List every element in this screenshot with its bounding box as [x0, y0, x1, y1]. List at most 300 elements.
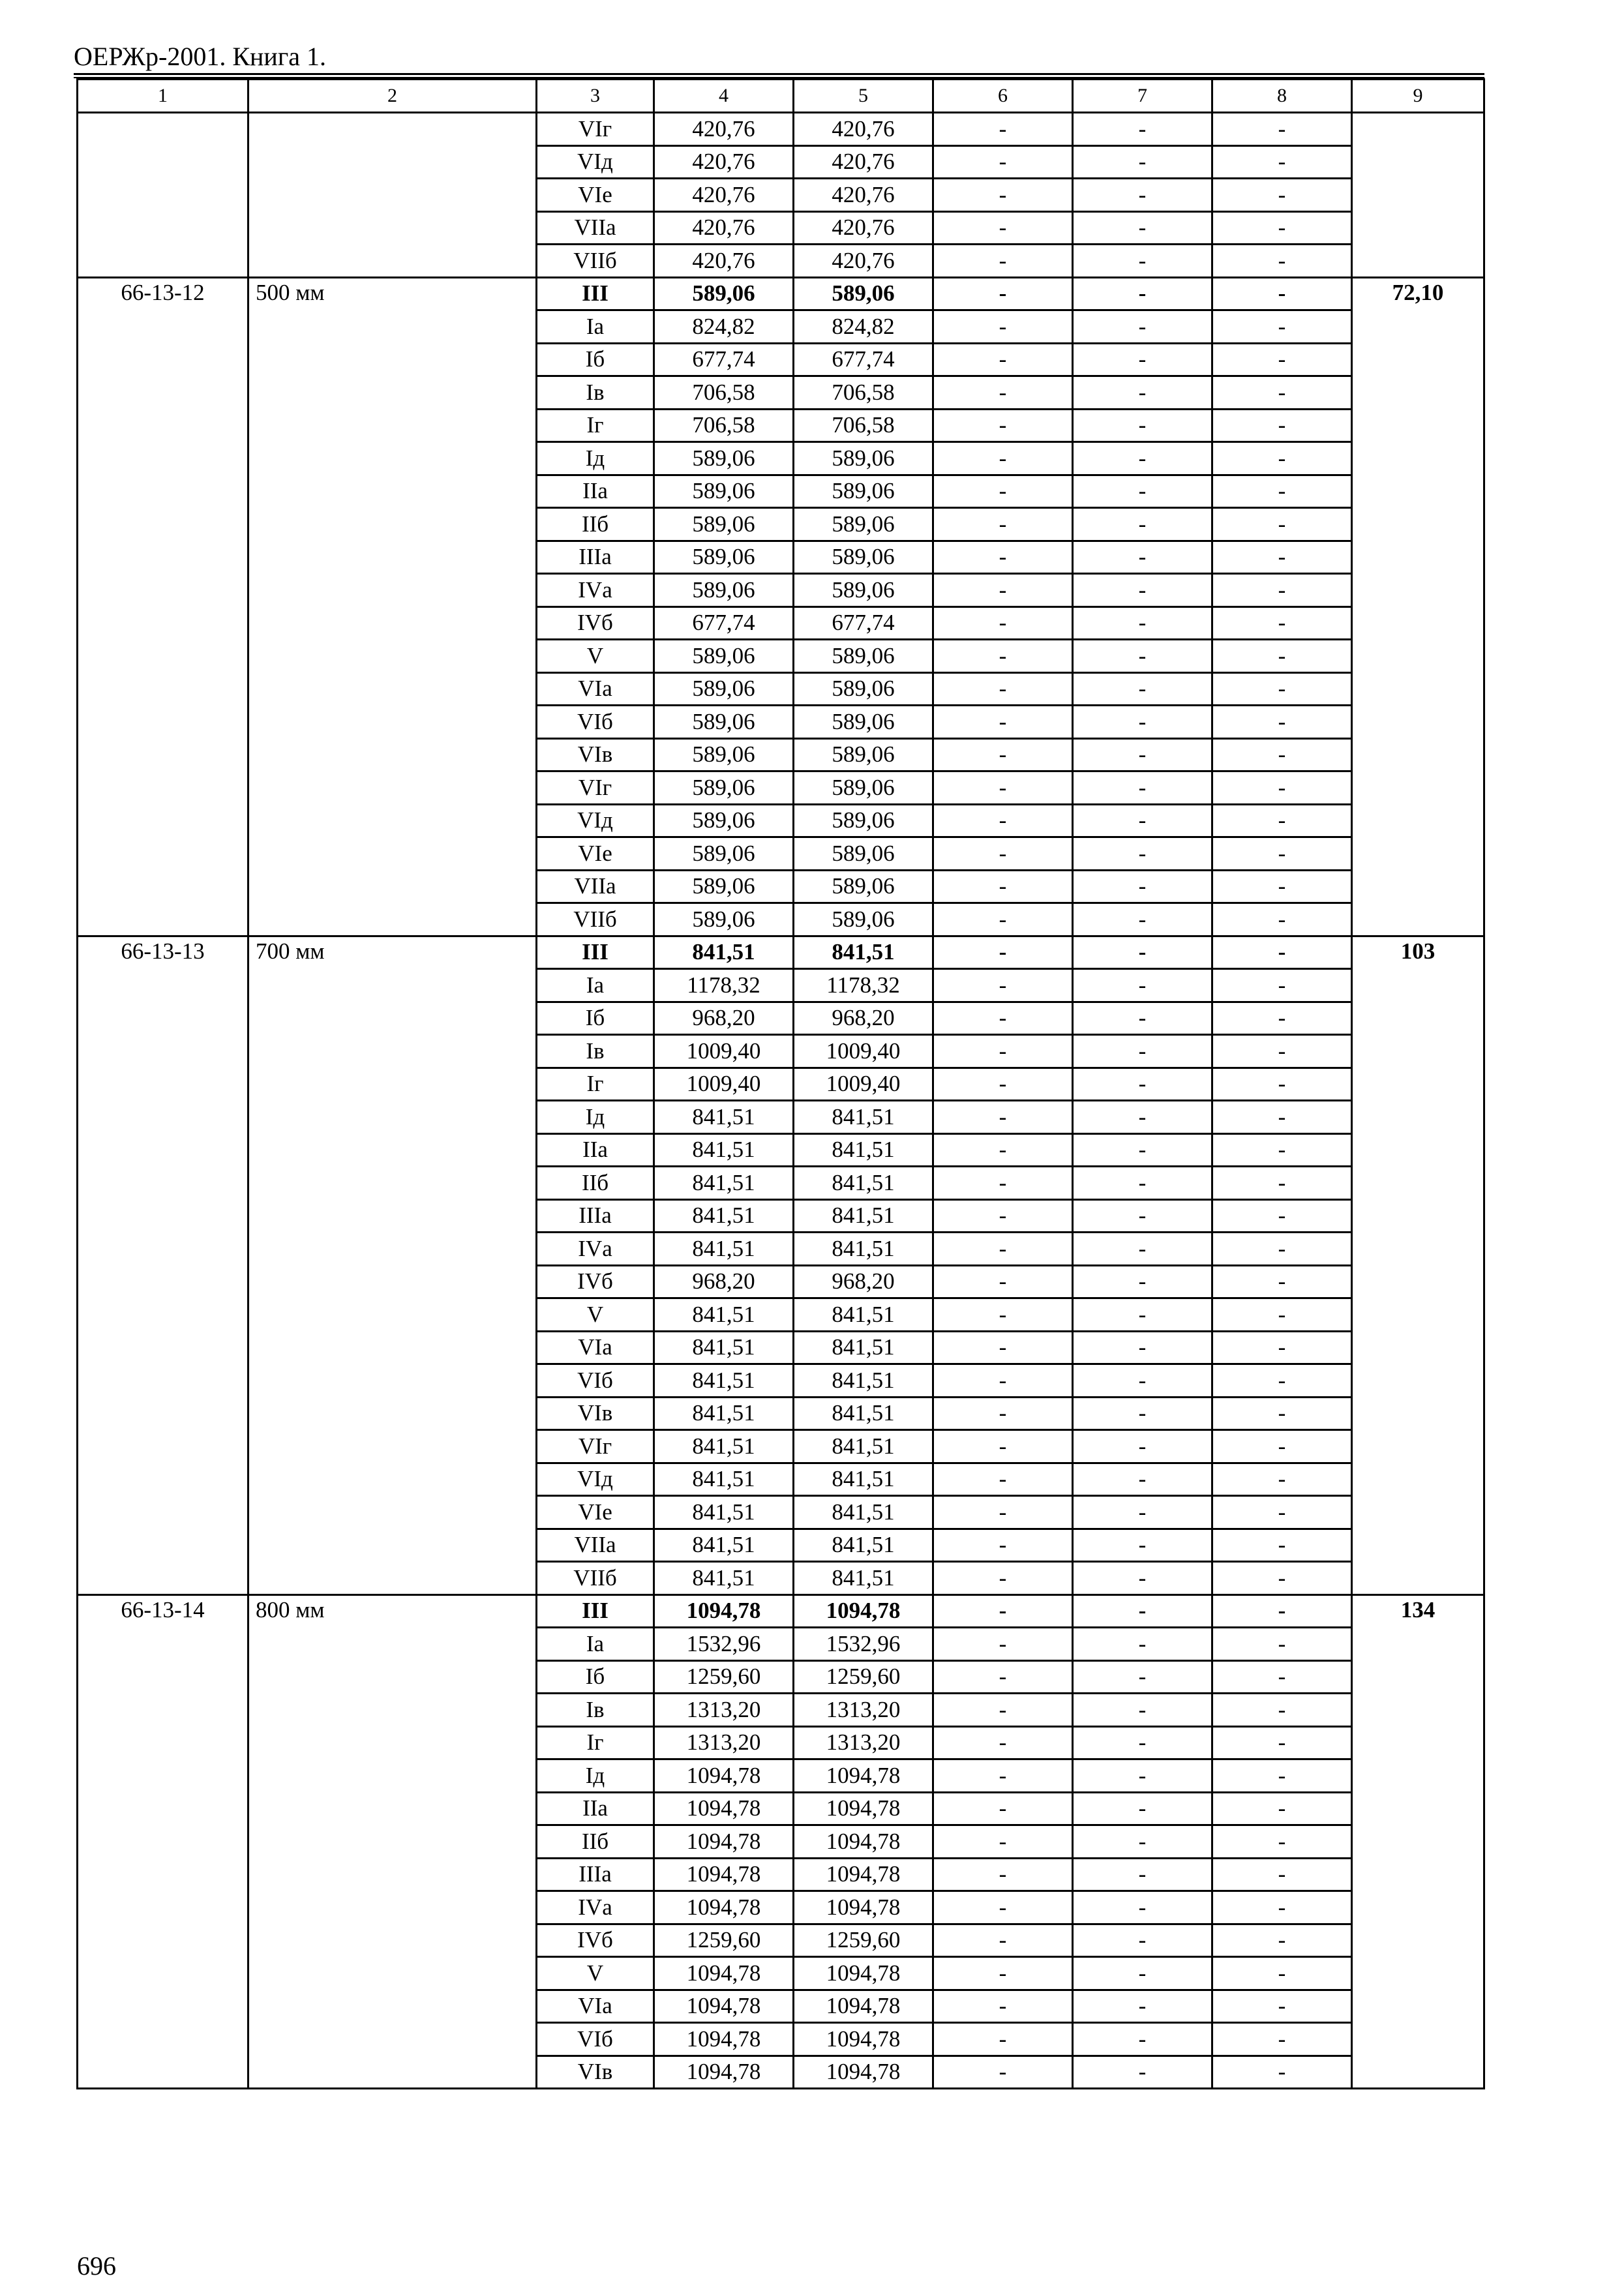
labor-wage-cell: 1094,78: [794, 1825, 933, 1859]
direct-costs-cell: 420,76: [654, 145, 794, 179]
column-number: 8: [1212, 80, 1352, 113]
work-category-cell: VIе: [537, 1496, 654, 1529]
direct-costs-cell: 589,06: [654, 771, 794, 805]
machine-cost-cell: -: [933, 837, 1073, 871]
materials-cell: -: [1212, 1825, 1352, 1859]
labor-wage-cell: 589,06: [794, 738, 933, 771]
direct-costs-cell: 589,06: [654, 672, 794, 706]
work-category-cell: V: [537, 1298, 654, 1332]
materials-cell: -: [1212, 310, 1352, 344]
labor-wage-cell: 1259,60: [794, 1924, 933, 1957]
labor-wage-cell: 420,76: [794, 145, 933, 179]
machine-cost-cell: -: [933, 1529, 1073, 1562]
machinist-wage-cell: -: [1073, 2056, 1212, 2089]
machinist-wage-cell: -: [1073, 1002, 1212, 1035]
work-category-cell: VIг: [537, 113, 654, 146]
machinist-wage-cell: -: [1073, 1167, 1212, 1200]
work-category-cell: VIе: [537, 179, 654, 212]
machinist-wage-cell: -: [1073, 936, 1212, 969]
work-category-cell: Iг: [537, 409, 654, 442]
machinist-wage-cell: -: [1073, 211, 1212, 245]
labor-wage-cell: 589,06: [794, 475, 933, 508]
machinist-wage-cell: -: [1073, 1825, 1212, 1859]
direct-costs-cell: 589,06: [654, 574, 794, 607]
work-category-cell: VIв: [537, 738, 654, 771]
work-category-cell: VIб: [537, 2023, 654, 2056]
code-cell: [78, 113, 248, 278]
table-row: [78, 113, 1484, 146]
machinist-wage-cell: -: [1073, 1298, 1212, 1332]
labor-wage-cell: 968,20: [794, 1002, 933, 1035]
materials-cell: -: [1212, 409, 1352, 442]
column-number: 5: [794, 80, 933, 113]
materials-cell: -: [1212, 837, 1352, 871]
materials-cell: -: [1212, 936, 1352, 969]
machine-cost-cell: -: [933, 1133, 1073, 1167]
direct-costs-cell: 1259,60: [654, 1660, 794, 1694]
direct-costs-cell: 1094,78: [654, 1990, 794, 2023]
labor-wage-cell: 677,74: [794, 606, 933, 640]
machinist-wage-cell: -: [1073, 672, 1212, 706]
labor-wage-cell: 841,51: [794, 1133, 933, 1167]
diameter-cell: 800 мм: [248, 1594, 537, 2089]
direct-costs-cell: 1094,78: [654, 1858, 794, 1891]
direct-costs-cell: 841,51: [654, 1133, 794, 1167]
machinist-wage-cell: -: [1073, 376, 1212, 410]
labor-wage-cell: 589,06: [794, 508, 933, 541]
machinist-wage-cell: -: [1073, 1726, 1212, 1759]
materials-cell: -: [1212, 541, 1352, 574]
materials-cell: -: [1212, 1496, 1352, 1529]
labor-wage-cell: 1532,96: [794, 1628, 933, 1661]
labor-wage-cell: 420,76: [794, 211, 933, 245]
work-category-cell: Iв: [537, 1694, 654, 1727]
materials-cell: -: [1212, 1035, 1352, 1068]
labor-wage-cell: 841,51: [794, 1101, 933, 1134]
machinist-wage-cell: -: [1073, 1430, 1212, 1463]
direct-costs-cell: 706,58: [654, 376, 794, 410]
machine-cost-cell: -: [933, 1726, 1073, 1759]
direct-costs-cell: 1094,78: [654, 2056, 794, 2089]
machinist-wage-cell: -: [1073, 245, 1212, 278]
machinist-wage-cell: -: [1073, 1397, 1212, 1430]
machine-cost-cell: -: [933, 409, 1073, 442]
labor-wage-cell: 1094,78: [794, 1759, 933, 1793]
work-category-cell: Iв: [537, 1035, 654, 1068]
direct-costs-cell: 841,51: [654, 1364, 794, 1398]
machinist-wage-cell: -: [1073, 1891, 1212, 1924]
machine-cost-cell: -: [933, 211, 1073, 245]
materials-cell: -: [1212, 1660, 1352, 1694]
materials-cell: -: [1212, 1628, 1352, 1661]
machinist-wage-cell: -: [1073, 1957, 1212, 1990]
machinist-wage-cell: -: [1073, 706, 1212, 739]
machinist-wage-cell: -: [1073, 541, 1212, 574]
labor-wage-cell: 1094,78: [794, 1858, 933, 1891]
labor-wage-cell: 589,06: [794, 574, 933, 607]
materials-cell: -: [1212, 1298, 1352, 1332]
work-category-cell: Iа: [537, 969, 654, 1002]
work-category-cell: IIа: [537, 475, 654, 508]
machine-cost-cell: -: [933, 1660, 1073, 1694]
work-category-cell: VIб: [537, 1364, 654, 1398]
direct-costs-cell: 841,51: [654, 1101, 794, 1134]
page-number: 696: [77, 2251, 116, 2281]
machinist-wage-cell: -: [1073, 1594, 1212, 1628]
machine-cost-cell: -: [933, 1430, 1073, 1463]
direct-costs-cell: 1009,40: [654, 1035, 794, 1068]
materials-cell: -: [1212, 1957, 1352, 1990]
direct-costs-cell: 1313,20: [654, 1694, 794, 1727]
labor-wage-cell: 841,51: [794, 1199, 933, 1233]
direct-costs-cell: 841,51: [654, 936, 794, 969]
machinist-wage-cell: -: [1073, 409, 1212, 442]
direct-costs-cell: 420,76: [654, 211, 794, 245]
direct-costs-cell: 589,06: [654, 541, 794, 574]
labor-wage-cell: 1094,78: [794, 1957, 933, 1990]
materials-cell: -: [1212, 376, 1352, 410]
labor-wage-cell: 841,51: [794, 936, 933, 969]
direct-costs-cell: 1094,78: [654, 1957, 794, 1990]
machine-cost-cell: -: [933, 1957, 1073, 1990]
machinist-wage-cell: -: [1073, 1101, 1212, 1134]
machine-cost-cell: -: [933, 1002, 1073, 1035]
labor-wage-cell: 1094,78: [794, 1792, 933, 1825]
materials-cell: -: [1212, 1331, 1352, 1364]
machine-cost-cell: -: [933, 1397, 1073, 1430]
materials-cell: -: [1212, 1891, 1352, 1924]
labor-wage-cell: 589,06: [794, 640, 933, 673]
machinist-wage-cell: -: [1073, 837, 1212, 871]
work-category-cell: III: [537, 277, 654, 310]
labor-wage-cell: 841,51: [794, 1167, 933, 1200]
work-category-cell: IVа: [537, 1233, 654, 1266]
labor-wage-cell: 1094,78: [794, 1891, 933, 1924]
materials-cell: -: [1212, 738, 1352, 771]
work-category-cell: IIб: [537, 508, 654, 541]
machinist-wage-cell: -: [1073, 1068, 1212, 1101]
materials-cell: -: [1212, 771, 1352, 805]
work-category-cell: VIIб: [537, 1562, 654, 1595]
code-cell: 66-13-13: [78, 936, 248, 1594]
group-main-row: [78, 277, 1484, 310]
machinist-wage-cell: -: [1073, 574, 1212, 607]
machinist-wage-cell: -: [1073, 738, 1212, 771]
direct-costs-cell: 589,06: [654, 508, 794, 541]
materials-cell: -: [1212, 1397, 1352, 1430]
work-category-cell: VIд: [537, 145, 654, 179]
direct-costs-cell: 589,06: [654, 277, 794, 310]
direct-costs-cell: 841,51: [654, 1397, 794, 1430]
table-body: [78, 113, 1484, 2089]
work-category-cell: III: [537, 1594, 654, 1628]
direct-costs-cell: 420,76: [654, 245, 794, 278]
labor-wage-cell: 1313,20: [794, 1694, 933, 1727]
materials-cell: -: [1212, 179, 1352, 212]
column-number-row: [78, 80, 1484, 113]
machine-cost-cell: -: [933, 1594, 1073, 1628]
total-cell: 103: [1352, 936, 1484, 1594]
labor-wage-cell: 1094,78: [794, 2023, 933, 2056]
labor-wage-cell: 589,06: [794, 870, 933, 903]
materials-cell: -: [1212, 1265, 1352, 1298]
total-cell: 72,10: [1352, 277, 1484, 936]
machine-cost-cell: -: [933, 804, 1073, 837]
machine-cost-cell: -: [933, 606, 1073, 640]
labor-wage-cell: 589,06: [794, 706, 933, 739]
materials-cell: -: [1212, 1430, 1352, 1463]
labor-wage-cell: 841,51: [794, 1364, 933, 1398]
diameter-cell: [248, 113, 537, 278]
machine-cost-cell: -: [933, 442, 1073, 475]
work-category-cell: VIд: [537, 1463, 654, 1496]
total-cell: [1352, 113, 1484, 278]
machine-cost-cell: -: [933, 738, 1073, 771]
labor-wage-cell: 589,06: [794, 804, 933, 837]
labor-wage-cell: 589,06: [794, 541, 933, 574]
page-header-title: ОЕРЖр-2001. Книга 1.: [74, 42, 326, 71]
labor-wage-cell: 1259,60: [794, 1660, 933, 1694]
work-category-cell: VIб: [537, 706, 654, 739]
code-cell: 66-13-14: [78, 1594, 248, 2089]
machine-cost-cell: -: [933, 1068, 1073, 1101]
machinist-wage-cell: -: [1073, 1858, 1212, 1891]
materials-cell: -: [1212, 1002, 1352, 1035]
labor-wage-cell: 1094,78: [794, 1990, 933, 2023]
direct-costs-cell: 841,51: [654, 1298, 794, 1332]
work-category-cell: VIIа: [537, 1529, 654, 1562]
machinist-wage-cell: -: [1073, 1496, 1212, 1529]
materials-cell: -: [1212, 870, 1352, 903]
labor-wage-cell: 420,76: [794, 179, 933, 212]
labor-wage-cell: 1313,20: [794, 1726, 933, 1759]
machinist-wage-cell: -: [1073, 1628, 1212, 1661]
direct-costs-cell: 1259,60: [654, 1924, 794, 1957]
direct-costs-cell: 1094,78: [654, 2023, 794, 2056]
direct-costs-cell: 1313,20: [654, 1726, 794, 1759]
machine-cost-cell: -: [933, 2023, 1073, 2056]
materials-cell: -: [1212, 1133, 1352, 1167]
direct-costs-cell: 1094,78: [654, 1792, 794, 1825]
machinist-wage-cell: -: [1073, 870, 1212, 903]
materials-cell: -: [1212, 606, 1352, 640]
direct-costs-cell: 841,51: [654, 1463, 794, 1496]
machine-cost-cell: -: [933, 1891, 1073, 1924]
materials-cell: -: [1212, 245, 1352, 278]
direct-costs-cell: 420,76: [654, 179, 794, 212]
materials-cell: -: [1212, 277, 1352, 310]
direct-costs-cell: 589,06: [654, 738, 794, 771]
labor-wage-cell: 420,76: [794, 113, 933, 146]
materials-cell: -: [1212, 2056, 1352, 2089]
materials-cell: -: [1212, 804, 1352, 837]
column-number: 1: [78, 80, 248, 113]
materials-cell: -: [1212, 1726, 1352, 1759]
work-category-cell: IIб: [537, 1825, 654, 1859]
machinist-wage-cell: -: [1073, 1792, 1212, 1825]
machinist-wage-cell: -: [1073, 1364, 1212, 1398]
machinist-wage-cell: -: [1073, 640, 1212, 673]
machinist-wage-cell: -: [1073, 1562, 1212, 1595]
machine-cost-cell: -: [933, 640, 1073, 673]
machinist-wage-cell: -: [1073, 1265, 1212, 1298]
machinist-wage-cell: -: [1073, 145, 1212, 179]
work-category-cell: VIе: [537, 837, 654, 871]
labor-wage-cell: 589,06: [794, 903, 933, 936]
machinist-wage-cell: -: [1073, 969, 1212, 1002]
work-category-cell: IIIа: [537, 541, 654, 574]
machine-cost-cell: -: [933, 277, 1073, 310]
direct-costs-cell: 1178,32: [654, 969, 794, 1002]
machine-cost-cell: -: [933, 1792, 1073, 1825]
work-category-cell: VIв: [537, 1397, 654, 1430]
group-main-row: [78, 1594, 1484, 1628]
machine-cost-cell: -: [933, 771, 1073, 805]
labor-wage-cell: 841,51: [794, 1233, 933, 1266]
work-category-cell: Iб: [537, 343, 654, 376]
direct-costs-cell: 589,06: [654, 475, 794, 508]
materials-cell: -: [1212, 1990, 1352, 2023]
machine-cost-cell: -: [933, 1628, 1073, 1661]
work-category-cell: IIа: [537, 1792, 654, 1825]
labor-wage-cell: 841,51: [794, 1562, 933, 1595]
work-category-cell: Iг: [537, 1726, 654, 1759]
materials-cell: -: [1212, 1924, 1352, 1957]
labor-wage-cell: 824,82: [794, 310, 933, 344]
machine-cost-cell: -: [933, 508, 1073, 541]
direct-costs-cell: 420,76: [654, 113, 794, 146]
materials-cell: -: [1212, 442, 1352, 475]
materials-cell: -: [1212, 1233, 1352, 1266]
materials-cell: -: [1212, 145, 1352, 179]
direct-costs-cell: 841,51: [654, 1233, 794, 1266]
direct-costs-cell: 677,74: [654, 606, 794, 640]
direct-costs-cell: 589,06: [654, 870, 794, 903]
rates-table: [76, 78, 1485, 2089]
direct-costs-cell: 824,82: [654, 310, 794, 344]
machinist-wage-cell: -: [1073, 1759, 1212, 1793]
header-rule: [74, 73, 1484, 75]
materials-cell: -: [1212, 113, 1352, 146]
materials-cell: -: [1212, 1694, 1352, 1727]
machine-cost-cell: -: [933, 1463, 1073, 1496]
machine-cost-cell: -: [933, 310, 1073, 344]
machinist-wage-cell: -: [1073, 1233, 1212, 1266]
materials-cell: -: [1212, 574, 1352, 607]
labor-wage-cell: 1094,78: [794, 2056, 933, 2089]
materials-cell: -: [1212, 1759, 1352, 1793]
direct-costs-cell: 589,06: [654, 640, 794, 673]
machine-cost-cell: -: [933, 2056, 1073, 2089]
work-category-cell: VIв: [537, 2056, 654, 2089]
direct-costs-cell: 841,51: [654, 1167, 794, 1200]
machinist-wage-cell: -: [1073, 508, 1212, 541]
work-category-cell: Iг: [537, 1068, 654, 1101]
machine-cost-cell: -: [933, 1331, 1073, 1364]
work-category-cell: Iб: [537, 1660, 654, 1694]
machinist-wage-cell: -: [1073, 804, 1212, 837]
machine-cost-cell: -: [933, 574, 1073, 607]
direct-costs-cell: 589,06: [654, 837, 794, 871]
machine-cost-cell: -: [933, 1924, 1073, 1957]
materials-cell: -: [1212, 1364, 1352, 1398]
machine-cost-cell: -: [933, 145, 1073, 179]
materials-cell: -: [1212, 1594, 1352, 1628]
direct-costs-cell: 1094,78: [654, 1825, 794, 1859]
materials-cell: -: [1212, 1463, 1352, 1496]
machine-cost-cell: -: [933, 672, 1073, 706]
machine-cost-cell: -: [933, 1759, 1073, 1793]
column-number: 6: [933, 80, 1073, 113]
direct-costs-cell: 1532,96: [654, 1628, 794, 1661]
machine-cost-cell: -: [933, 1858, 1073, 1891]
machine-cost-cell: -: [933, 376, 1073, 410]
machinist-wage-cell: -: [1073, 1660, 1212, 1694]
labor-wage-cell: 1009,40: [794, 1068, 933, 1101]
materials-cell: -: [1212, 1858, 1352, 1891]
machine-cost-cell: -: [933, 1101, 1073, 1134]
materials-cell: -: [1212, 343, 1352, 376]
work-category-cell: VIа: [537, 1331, 654, 1364]
work-category-cell: VIа: [537, 1990, 654, 2023]
machinist-wage-cell: -: [1073, 113, 1212, 146]
work-category-cell: VIа: [537, 672, 654, 706]
machinist-wage-cell: -: [1073, 2023, 1212, 2056]
labor-wage-cell: 706,58: [794, 409, 933, 442]
column-number: 7: [1073, 80, 1212, 113]
direct-costs-cell: 677,74: [654, 343, 794, 376]
direct-costs-cell: 841,51: [654, 1331, 794, 1364]
labor-wage-cell: 968,20: [794, 1265, 933, 1298]
labor-wage-cell: 841,51: [794, 1397, 933, 1430]
machinist-wage-cell: -: [1073, 179, 1212, 212]
machinist-wage-cell: -: [1073, 1199, 1212, 1233]
machine-cost-cell: -: [933, 245, 1073, 278]
column-number: 9: [1352, 80, 1484, 113]
machinist-wage-cell: -: [1073, 475, 1212, 508]
labor-wage-cell: 589,06: [794, 771, 933, 805]
labor-wage-cell: 589,06: [794, 277, 933, 310]
labor-wage-cell: 1178,32: [794, 969, 933, 1002]
direct-costs-cell: 841,51: [654, 1430, 794, 1463]
work-category-cell: Iб: [537, 1002, 654, 1035]
work-category-cell: Iд: [537, 1759, 654, 1793]
materials-cell: -: [1212, 1529, 1352, 1562]
work-category-cell: V: [537, 640, 654, 673]
work-category-cell: Iа: [537, 310, 654, 344]
work-category-cell: IIа: [537, 1133, 654, 1167]
materials-cell: -: [1212, 640, 1352, 673]
work-category-cell: VIIа: [537, 870, 654, 903]
work-category-cell: IIIа: [537, 1199, 654, 1233]
machine-cost-cell: -: [933, 1167, 1073, 1200]
machine-cost-cell: -: [933, 870, 1073, 903]
machine-cost-cell: -: [933, 1825, 1073, 1859]
direct-costs-cell: 841,51: [654, 1496, 794, 1529]
direct-costs-cell: 589,06: [654, 804, 794, 837]
machine-cost-cell: -: [933, 903, 1073, 936]
machine-cost-cell: -: [933, 1233, 1073, 1266]
machine-cost-cell: -: [933, 1562, 1073, 1595]
work-category-cell: IVа: [537, 574, 654, 607]
labor-wage-cell: 841,51: [794, 1529, 933, 1562]
direct-costs-cell: 841,51: [654, 1529, 794, 1562]
work-category-cell: VIд: [537, 804, 654, 837]
machine-cost-cell: -: [933, 1364, 1073, 1398]
direct-costs-cell: 1094,78: [654, 1594, 794, 1628]
work-category-cell: VIIа: [537, 211, 654, 245]
materials-cell: -: [1212, 211, 1352, 245]
